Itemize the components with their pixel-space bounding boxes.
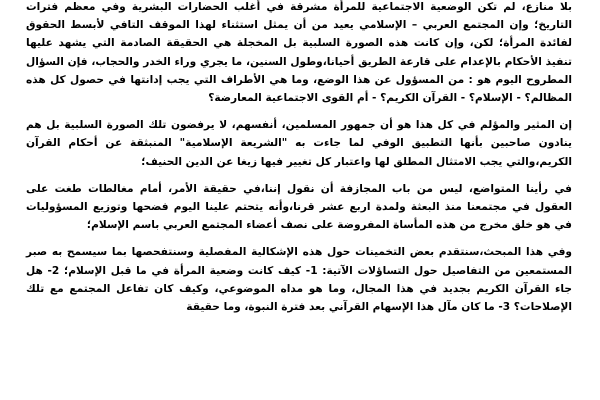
- paragraph-4: وفي هذا المبحث،سنتقدم بعض التخمينات حول هذه الإشكالية المفصلية وسنتفحصها بما سيسمح به صبر المستمعين من التفاصيل حول التساؤلات الآتية: 1- كيف كانت وضعية المرأة في ما قبل الإسلام؛ 2- هل جاء القرآن الكريم بجديد في هذا المجال، وما هو مداه الموضوعي، وكيف كان تفاعل المجتمع مع تلك الإصلاحات؟ 3- ما كان مآل هذا الإسهام القرآني بعد فترة النبوة، وما حقيقة: [26, 246, 573, 314]
- paragraph-gap: [26, 171, 572, 180]
- paragraph-gap: [26, 234, 572, 243]
- paragraph-gap: [26, 107, 572, 116]
- paragraph-3: في رأينا المتواضع، ليس من باب المجازفة أن نقول إننا،في حقيقة الأمر، أمام مغالطات طغت على العقول في مجتمعنا منذ البعثة ولمدة اربع عشر قرنا،وأنه يتحتم علينا اليوم فضحها وتوزيع المسؤوليات في هو خلق مخرج من هذه المأساة المفروضة على نصف أعضاء المجتمع العربي باسم الإسلام؛: [26, 182, 572, 232]
- paragraph-1: بلا منازع، لم تكن الوضعية الاجتماعية للمرأة مشرقة في أغلب الحضارات البشرية وفي معظم فترات التاريخ؛ وإن المجتمع العربي – الإسلامي يعيد من أن يمثل استثناء لهذا الموقف التافي لأبسط الحقوق لفائدة المرأة؛ لكن، وإن كانت هذه الصورة السلبية بل المخجلة هي الحقيقة الصادمة التي يشهد عليها تنفيذ الأحكام بالإعدام على قارعة الطريق أحيانا،وطول السنين، ما يجري وراء الخدر والحجاب، فإن السؤال المطروح اليوم هو : من المسؤول عن هذا الوضع، وما هي الأطراف التي يجب إدانتها في حصول كل هذه المظالم؟ - الإسلام؟ - القرآن الكريم؟ - أم القوى الاجتماعية المعارضة؟: [26, 1, 572, 105]
- document-body: [26, 0, 572, 316]
- paragraph-2: إن المثير والمؤلم في كل هذا هو أن جمهور المسلمين، أنفسهم، لا يرفضون تلك الصورة السلبية بل هم ينادون صاحبين بأنها التطبيق الوفي لما جاءت به "الشريعة الإسلامية" المنبثقة عن أحكام القرآن الكريم،والتي يجب الامتثال المطلق لها واعتبار كل تغيير فيها زيغا عن الدين الحنيف؛: [26, 119, 572, 168]
